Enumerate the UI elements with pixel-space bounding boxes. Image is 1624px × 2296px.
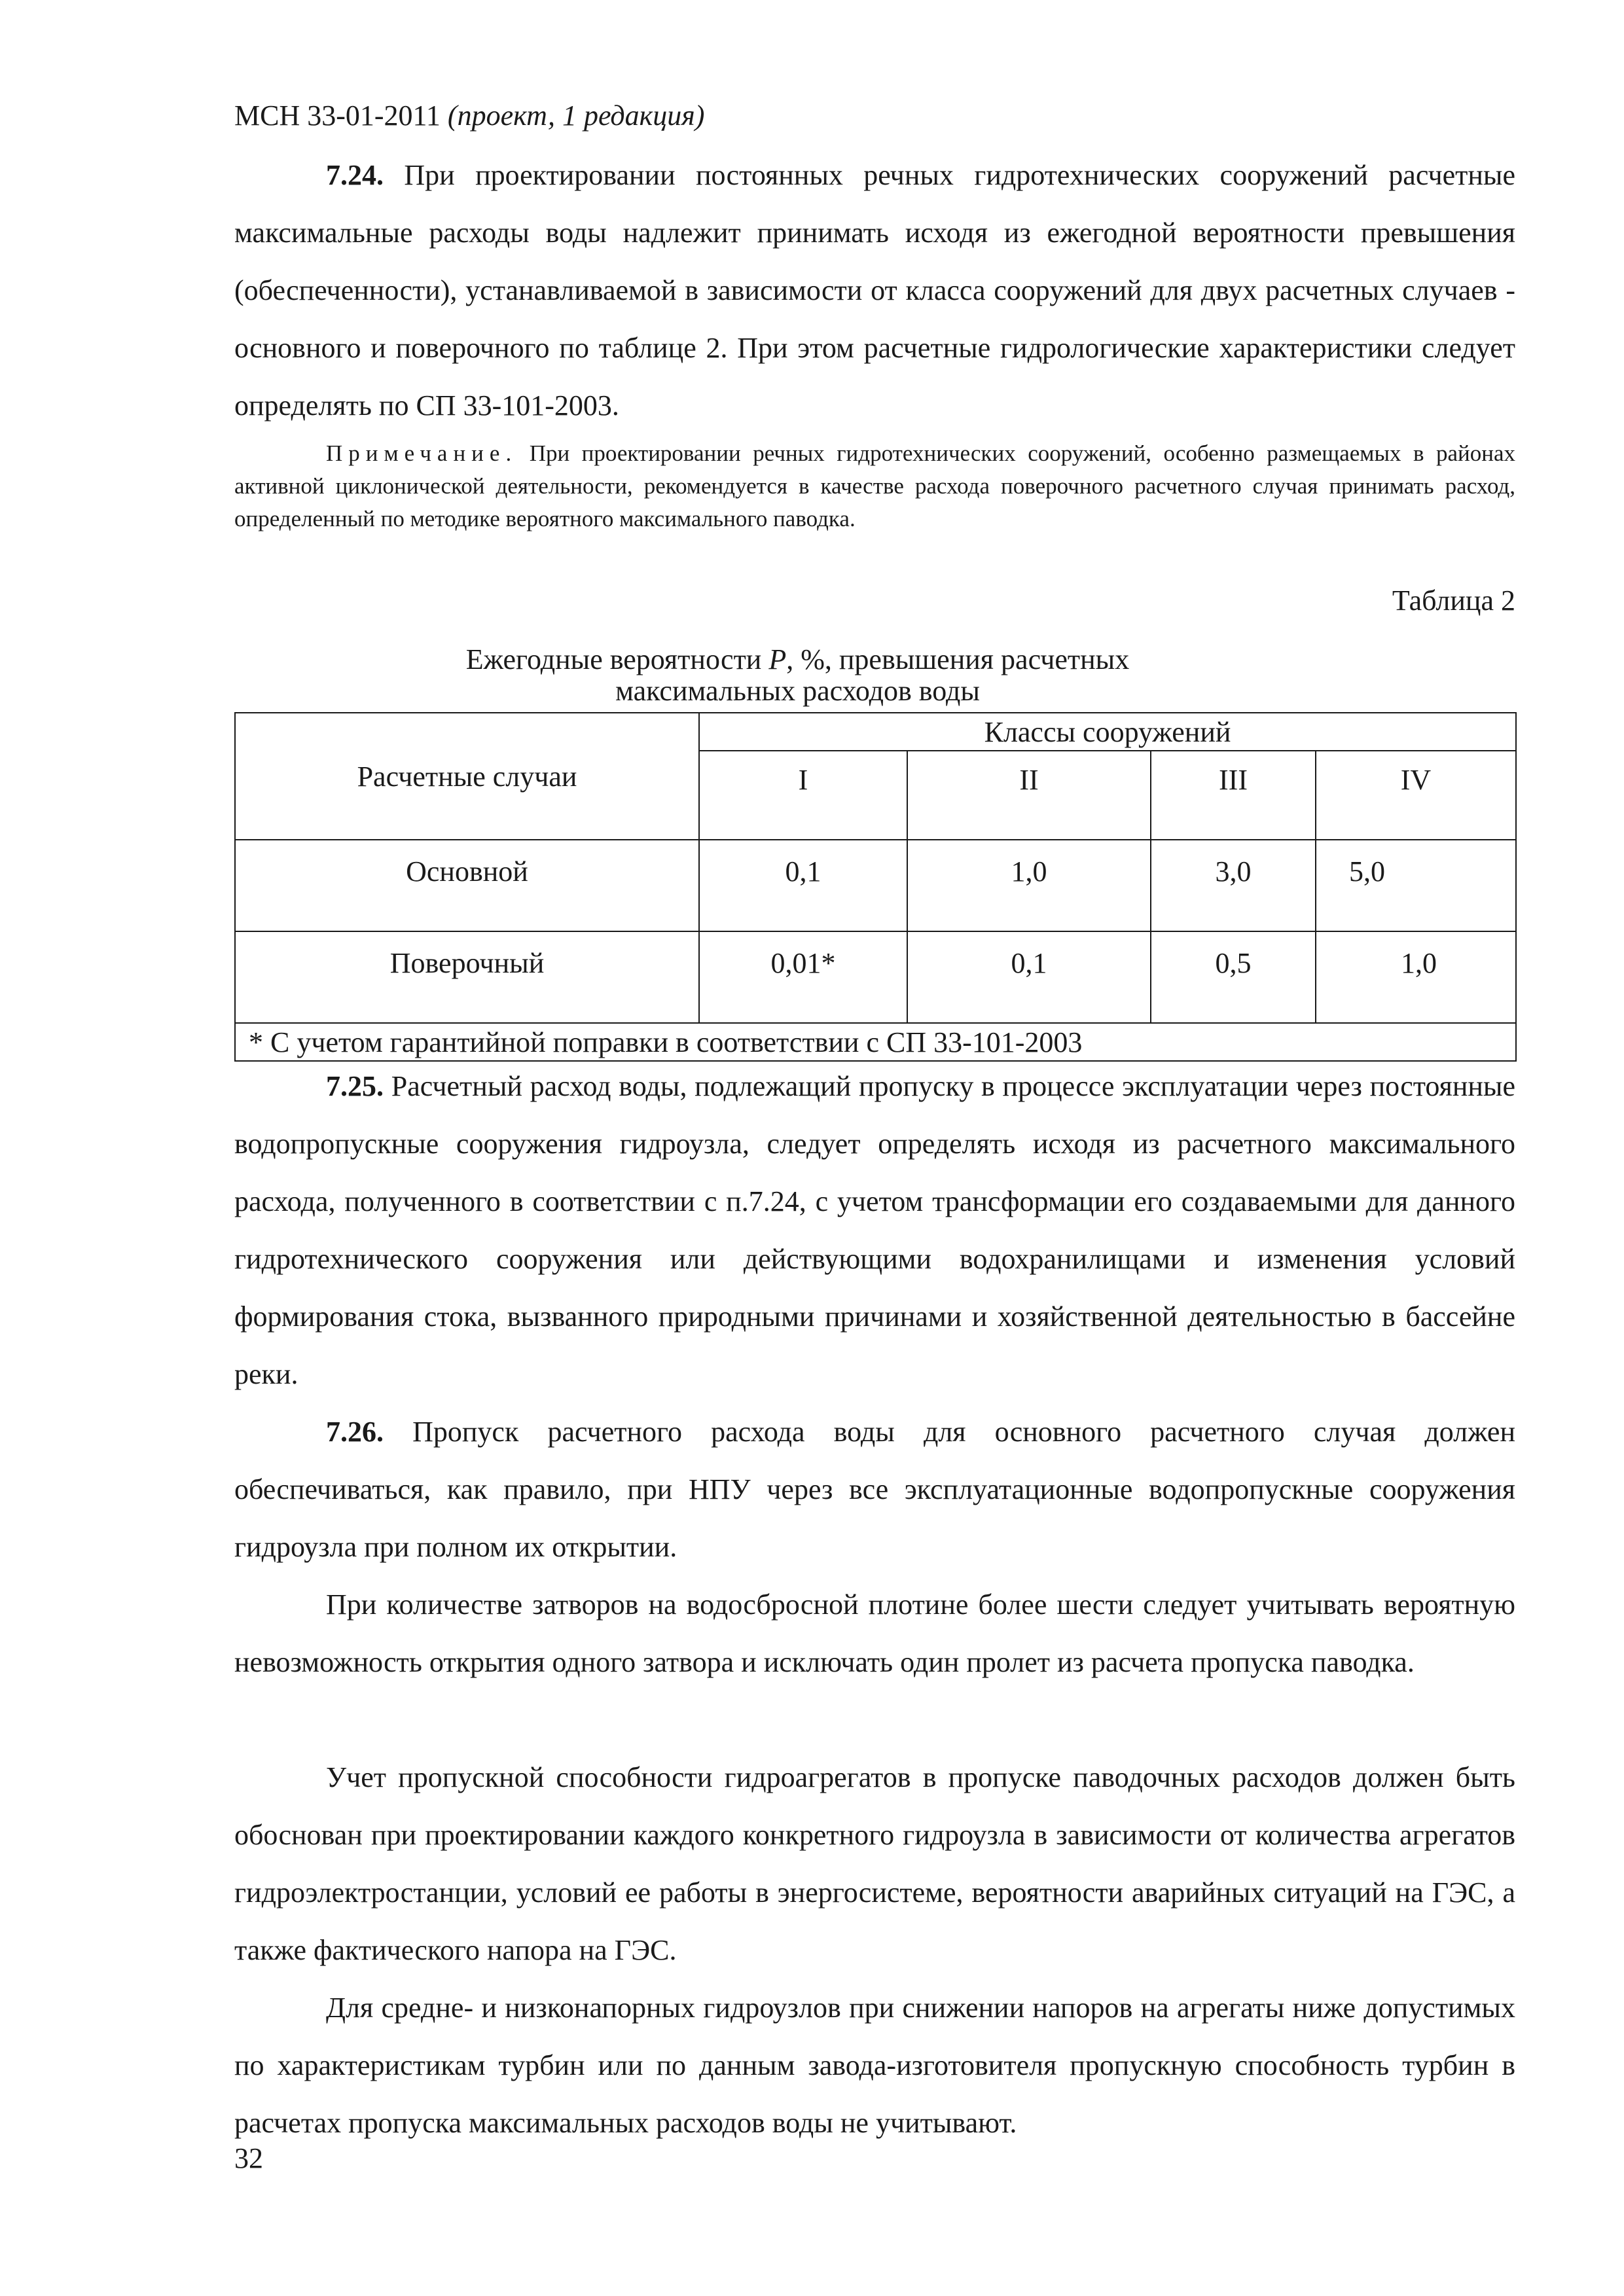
table-number: Таблица 2 bbox=[1392, 584, 1515, 617]
table-cell: 1,0 bbox=[907, 840, 1151, 931]
note bbox=[234, 437, 1515, 535]
paragraph-text: Пропуск расчетного расхода воды для основного расчетного случая должен обеспечиваться, как правило, при НПУ через все эксплуатационные водопропускные сооружения гидроузла при полном их открытии. bbox=[234, 1416, 1516, 1563]
paragraph-7-25 bbox=[234, 1058, 1515, 1403]
table-cell: 1,0 bbox=[1316, 931, 1516, 1023]
paragraph-hydro-units: Учет пропускной способности гидроагрегатов в пропуске паводочных расходов должен быть обоснован при проектировании каждого конкретного гидроузла в зависимости от количества агрегатов гидроэлектростанции, условий ее работы в энергосистеме, вероятности аварийных ситуаций на ГЭС, а также фактического напора на ГЭС. bbox=[234, 1761, 1515, 1966]
note-text: При проектировании речных гидротехнических сооружений, особенно размещаемых в районах активной циклонической деятельности, рекомендуется в качестве расхода поверочного расчетного случая принимать расход, определенный по методике вероятного максимального паводка. bbox=[234, 440, 1515, 531]
table-cell: 0,01* bbox=[699, 931, 907, 1023]
table-footnote: * С учетом гарантийной поправки в соответствии с СП 33-101-2003 bbox=[235, 1023, 1516, 1061]
variable-p: P bbox=[768, 643, 787, 675]
table-cell: 0,1 bbox=[907, 931, 1151, 1023]
paragraph-low-head: Для средне- и низконапорных гидроузлов при снижении напоров на агрегаты ниже допустимых по характеристикам турбин или по данным завода-изготовителя пропускную способность турбин в расчетах пропуска максимальных расходов воды не учитывают. bbox=[234, 1992, 1515, 2139]
section-number: 7.25. bbox=[326, 1070, 384, 1102]
case-label: Основной bbox=[235, 840, 699, 931]
table-caption-line-1: Ежегодные вероятности P, %, превышения расчетных bbox=[465, 643, 1130, 675]
document-code: МСН 33-01-2011 bbox=[234, 99, 441, 132]
class-header: III bbox=[1151, 751, 1316, 840]
paragraph-7-24 bbox=[234, 147, 1515, 435]
table-cell: 0,5 bbox=[1151, 931, 1316, 1023]
case-label: Поверочный bbox=[235, 931, 699, 1023]
header-cases: Расчетные случаи bbox=[235, 713, 699, 840]
document-page bbox=[234, 0, 1515, 2296]
table-row bbox=[235, 931, 1516, 1023]
paragraph-text: Расчетный расход воды, подлежащий пропуску в процессе эксплуатации через постоянные водопропускные сооружения гидроузла, следует определять исходя из расчетного максимального расхода, полученного в соответствии с п.7.24, с учетом трансформации его создаваемыми для данного гидротехнического сооружения или действующими водохранилищами и изменения условий формирования стока, вызванного природными причинами и хозяйственной деятельностью в бассейне реки. bbox=[234, 1070, 1516, 1390]
class-header: II bbox=[907, 751, 1151, 840]
table-cell: 3,0 bbox=[1151, 840, 1316, 931]
table-caption-line-2: максимальных расходов воды bbox=[615, 675, 980, 707]
note-label: Примечание. bbox=[326, 440, 518, 466]
page-header bbox=[234, 96, 704, 135]
document-edition: (проект, 1 редакция) bbox=[447, 99, 705, 132]
section-number: 7.26. bbox=[326, 1416, 384, 1448]
probability-table bbox=[234, 712, 1517, 1062]
class-header: I bbox=[699, 751, 907, 840]
class-header: IV bbox=[1316, 751, 1516, 840]
paragraph-7-26 bbox=[234, 1403, 1515, 1576]
section-number: 7.24. bbox=[326, 159, 384, 191]
paragraph-gates: При количестве затворов на водосбросной плотине более шести следует учитывать вероятную невозможность открытия одного затвора и исключать один пролет из расчета пропуска паводка. bbox=[234, 1588, 1515, 1678]
table-cell: 5,0 bbox=[1316, 840, 1516, 931]
table-row bbox=[235, 840, 1516, 931]
table-cell: 0,1 bbox=[699, 840, 907, 931]
page-number: 32 bbox=[234, 2142, 263, 2174]
header-classes: Классы сооружений bbox=[699, 713, 1516, 751]
paragraph-text: При проектировании постоянных речных гидротехнических сооружений расчетные максимальные расходы воды надлежит принимать исходя из ежегодной вероятности превышения (обеспеченности), устанавливаемой в зависимости от класса сооружений для двух расчетных случаев - основного и поверочного по таблице 2. При этом расчетные гидрологические характеристики следует определять по СП 33-101-2003. bbox=[234, 159, 1515, 422]
